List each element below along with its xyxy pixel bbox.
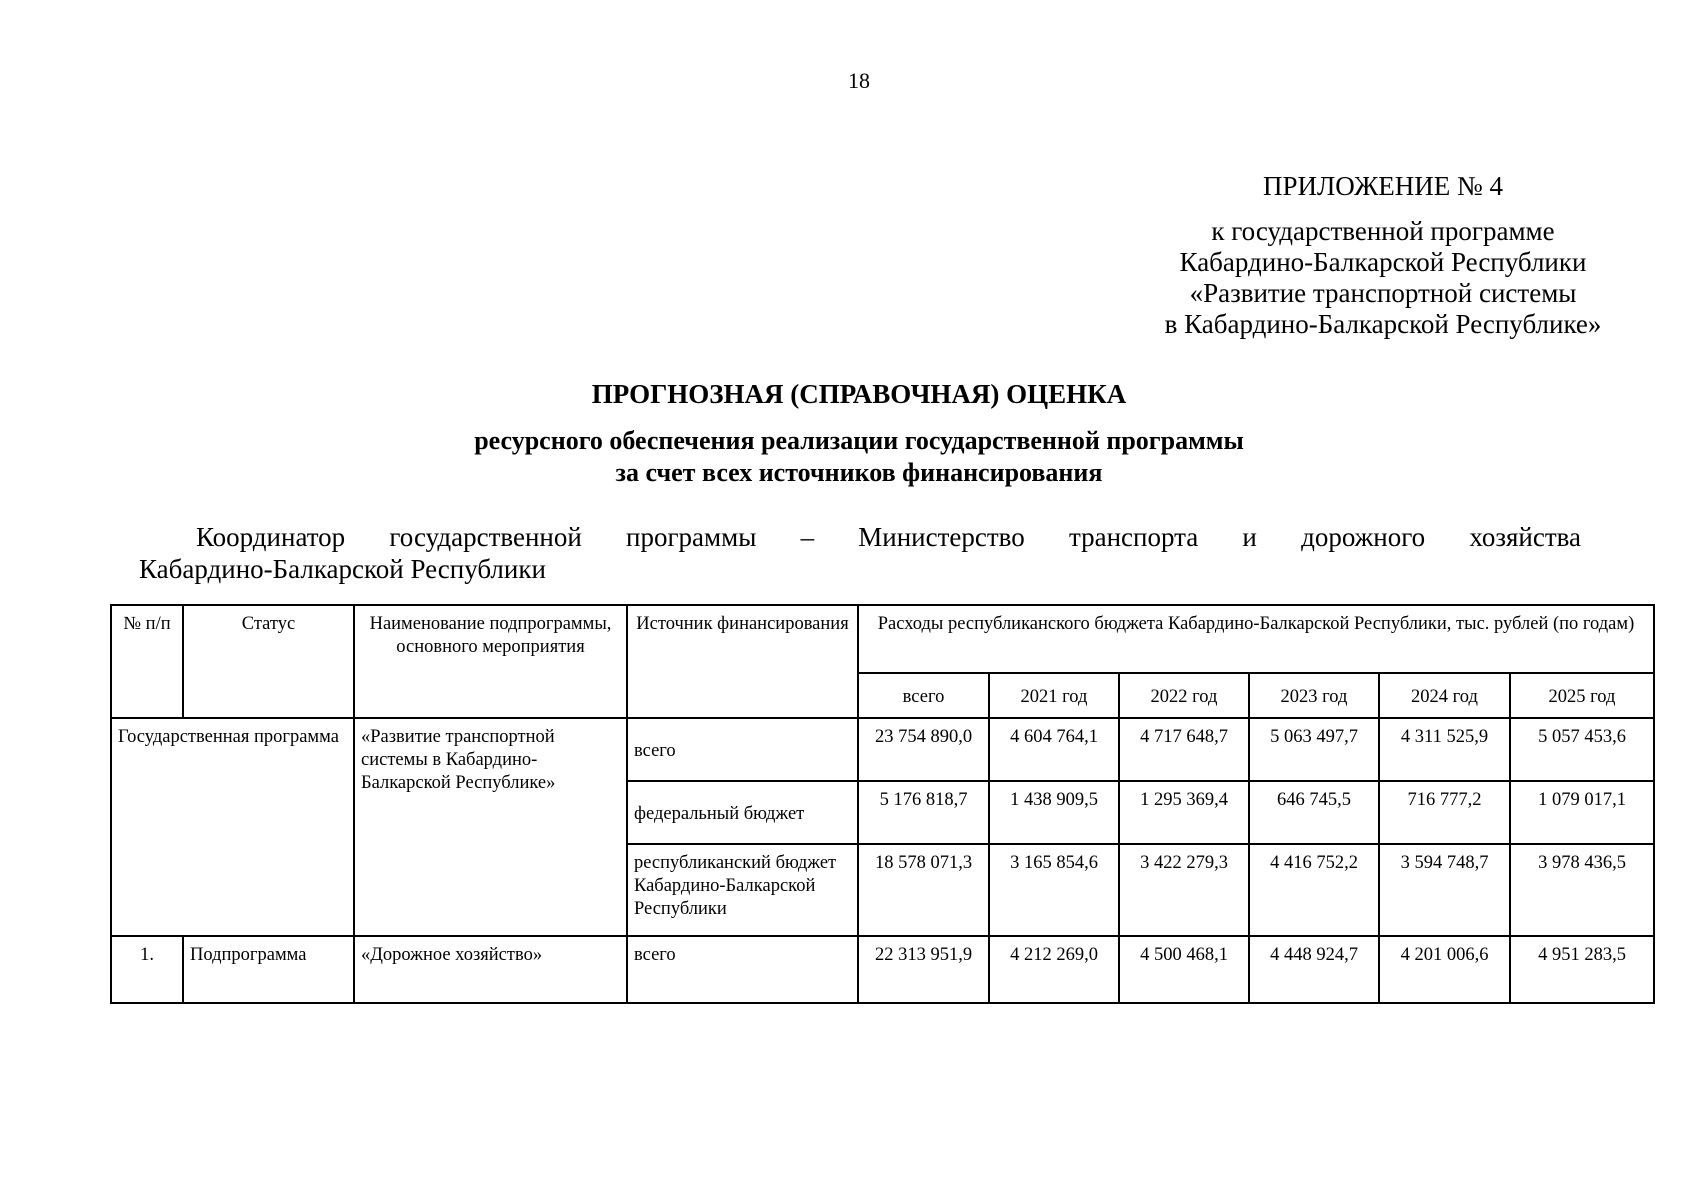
appendix-line: к государственной программе — [1211, 216, 1555, 246]
year-value-cell: 1 295 369,4 — [1119, 781, 1249, 844]
header-year: 2023 год — [1249, 673, 1379, 718]
header-expenses: Расходы республиканского бюджета Кабардино-Балкарской Республики, тыс. рублей (по годам) — [858, 605, 1654, 673]
coordinator-word: транспорта — [1068, 522, 1199, 552]
coordinator-line-2: Кабардино-Балкарской Республики — [139, 554, 546, 584]
coordinator-word: Министерство — [858, 522, 1025, 552]
page-number: 18 — [848, 68, 870, 93]
coordinator-word: дорожного — [1301, 522, 1426, 552]
subprogram-num-cell: 1. — [111, 936, 183, 1003]
total-cell: 5 176 818,7 — [858, 781, 989, 844]
year-value-cell: 4 448 924,7 — [1249, 936, 1379, 1003]
header-total: всего — [858, 673, 989, 718]
coordinator-word: хозяйства — [1469, 522, 1582, 552]
year-value-cell: 4 717 648,7 — [1119, 718, 1249, 781]
year-value-cell: 4 212 269,0 — [989, 936, 1119, 1003]
subprogram-name-cell: «Дорожное хозяйство» — [354, 936, 627, 1003]
subtitle-line: ресурсного обеспечения реализации государственной программы — [474, 426, 1244, 455]
coordinator-word: Координатор — [196, 522, 346, 552]
subprogram-status-cell: Подпрограмма — [183, 936, 354, 1003]
year-value-cell: 5 063 497,7 — [1249, 718, 1379, 781]
year-value-cell: 3 978 436,5 — [1510, 844, 1654, 936]
year-value-cell: 3 422 279,3 — [1119, 844, 1249, 936]
program-status-cell: Государственная программа — [111, 718, 354, 936]
header-name: Наименование подпрограммы, основного мероприятия — [354, 605, 627, 718]
source-cell: федеральный бюджет — [627, 781, 858, 844]
appendix-line: «Развитие транспортной системы — [1189, 278, 1577, 308]
table-row — [111, 718, 1654, 781]
header-year: 2024 год — [1379, 673, 1510, 718]
appendix-reference — [1140, 216, 1626, 340]
total-cell: 18 578 071,3 — [858, 844, 989, 936]
year-value-cell: 4 951 283,5 — [1510, 936, 1654, 1003]
year-value-cell: 4 201 006,6 — [1379, 936, 1510, 1003]
appendix-line: в Кабардино-Балкарской Республике» — [1164, 309, 1602, 339]
header-source: Источник финансирования — [627, 605, 858, 718]
source-cell: всего — [627, 936, 858, 1003]
table-row — [111, 936, 1654, 1003]
year-value-cell: 716 777,2 — [1379, 781, 1510, 844]
total-cell: 22 313 951,9 — [858, 936, 989, 1003]
table-header-row — [111, 605, 1654, 673]
coordinator-word: государственной — [389, 522, 582, 552]
header-year: 2021 год — [989, 673, 1119, 718]
year-value-cell: 4 604 764,1 — [989, 718, 1119, 781]
header-year: 2022 год — [1119, 673, 1249, 718]
header-num: № п/п — [111, 605, 183, 718]
document-title: ПРОГНОЗНАЯ (СПРАВОЧНАЯ) ОЦЕНКА — [591, 379, 1127, 409]
coordinator-word: и — [1242, 522, 1257, 552]
appendix-line: Кабардино-Балкарской Республики — [1179, 247, 1587, 277]
header-status: Статус — [183, 605, 354, 718]
appendix-title: ПРИЛОЖЕНИЕ № 4 — [1262, 171, 1504, 201]
year-value-cell: 3 594 748,7 — [1379, 844, 1510, 936]
budget-table — [110, 604, 1655, 1004]
year-value-cell: 4 311 525,9 — [1379, 718, 1510, 781]
subtitle-line: за счет всех источников финансирования — [615, 458, 1103, 487]
coordinator-word: программы — [626, 522, 757, 552]
year-value-cell: 1 438 909,5 — [989, 781, 1119, 844]
header-year: 2025 год — [1510, 673, 1654, 718]
year-value-cell: 3 165 854,6 — [989, 844, 1119, 936]
year-value-cell: 1 079 017,1 — [1510, 781, 1654, 844]
coordinator-word: – — [800, 522, 815, 552]
document-subtitle — [0, 425, 1697, 489]
year-value-cell: 5 057 453,6 — [1510, 718, 1654, 781]
year-value-cell: 646 745,5 — [1249, 781, 1379, 844]
total-cell: 23 754 890,0 — [858, 718, 989, 781]
year-value-cell: 4 500 468,1 — [1119, 936, 1249, 1003]
coordinator-paragraph — [139, 521, 1581, 585]
program-name-cell: «Развитие транспортной системы в Кабардино-Балкарской Республике» — [354, 718, 627, 936]
source-cell: республиканский бюджет Кабардино-Балкарской Республики — [627, 844, 858, 936]
source-cell: всего — [627, 718, 858, 781]
year-value-cell: 4 416 752,2 — [1249, 844, 1379, 936]
coordinator-line-1 — [139, 521, 1581, 553]
